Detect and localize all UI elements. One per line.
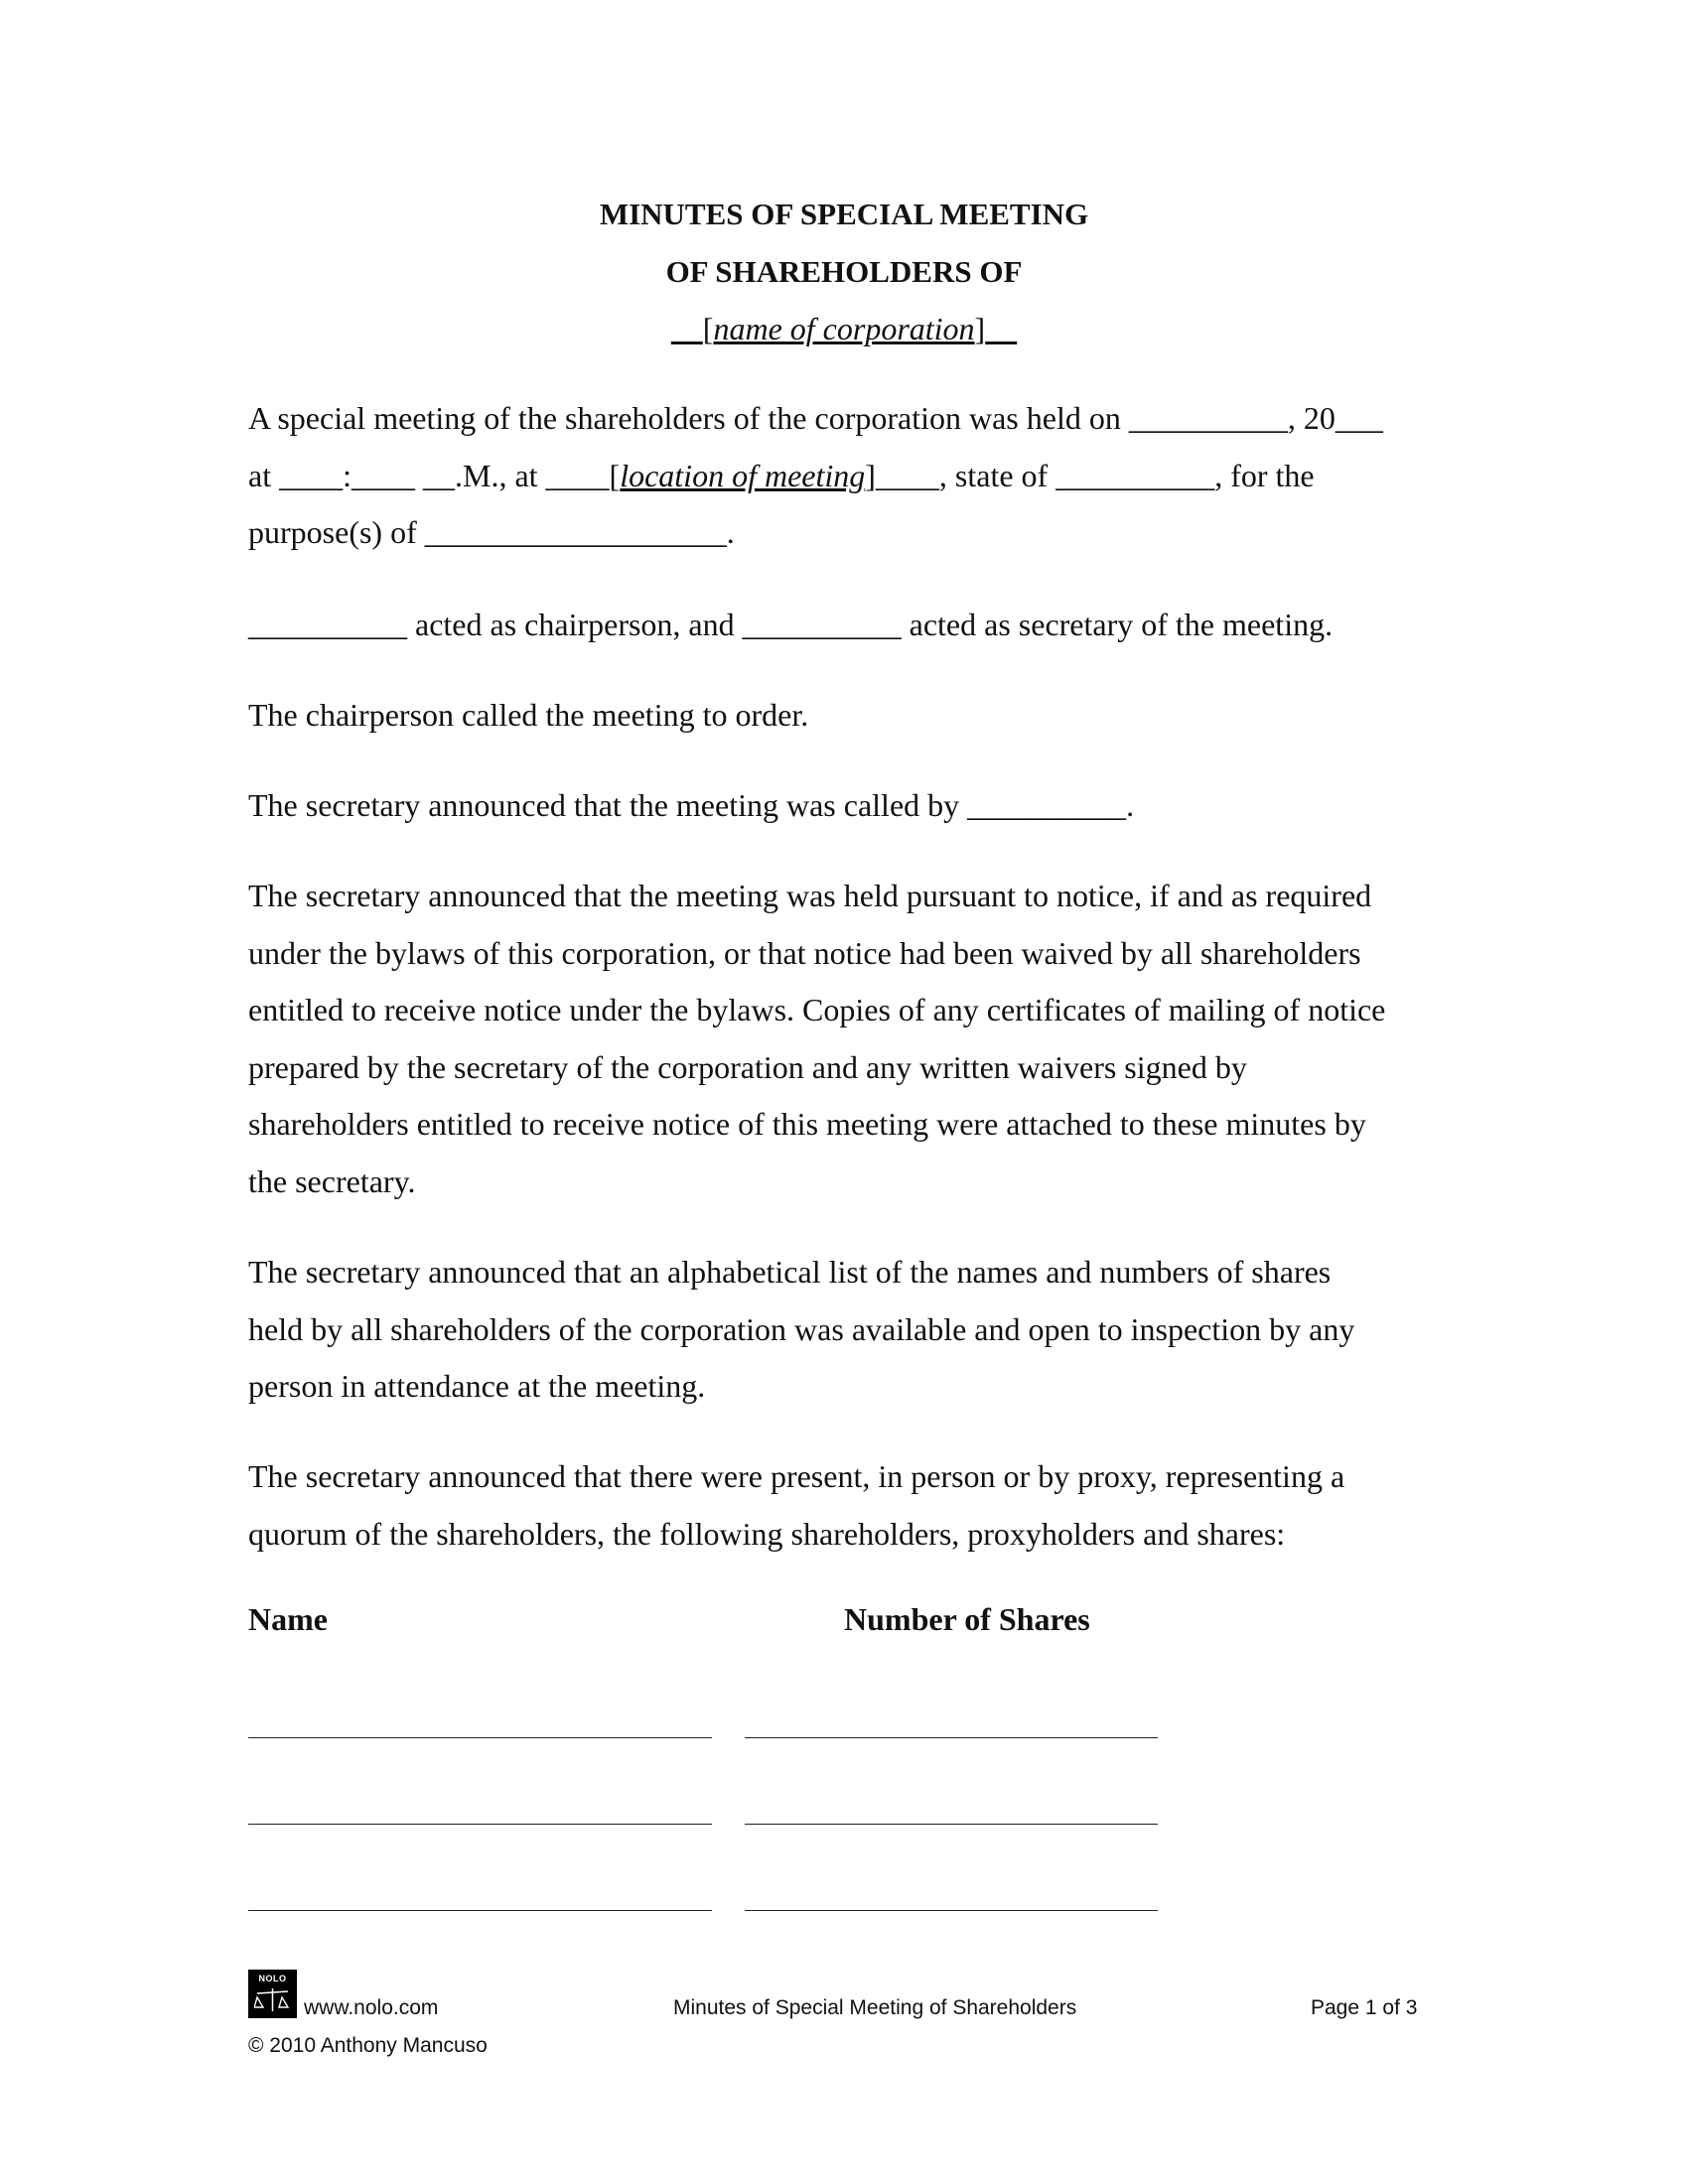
shareholder-name-line (248, 1910, 712, 1911)
paragraph-line: person in attendance at the meeting. (248, 1368, 706, 1405)
text-span: . (1126, 787, 1135, 823)
location-placeholder: location of meeting (620, 457, 866, 493)
paragraph-line: The secretary announced that there were present, in person or by proxy, representing a (248, 1458, 1345, 1494)
paragraph-line: under the bylaws of this corporation, or that notice had been waived by all shareholders (248, 934, 1361, 971)
secretary-blank: __________ (742, 607, 902, 642)
text-span: ] (865, 457, 876, 493)
hour-blank: ____ (279, 457, 344, 493)
chairperson-blank: __________ (248, 607, 407, 642)
text-span: acted as secretary of the meeting. (901, 607, 1334, 642)
text-span: , for the (1214, 457, 1315, 493)
logo-text: NOLO (258, 1974, 287, 1983)
officers-paragraph (248, 597, 1440, 654)
year-blank: ___ (1335, 400, 1383, 436)
text-span (415, 458, 423, 493)
paragraph-line (248, 777, 1440, 835)
document-title-line-1: MINUTES OF SPECIAL MEETING (599, 197, 1089, 231)
scales-icon (254, 1985, 291, 2013)
paragraph-line (248, 597, 1440, 654)
text-span: , state of (938, 457, 1056, 493)
shareholder-shares-line (745, 1737, 1158, 1738)
footer-document-title: Minutes of Special Meeting of Shareholders (673, 1996, 1077, 2019)
shareholder-name-line (248, 1737, 712, 1738)
paragraph-line: The secretary announced that the meeting was held pursuant to notice, if and as required (248, 878, 1372, 913)
location-blank-left: ____ (545, 457, 610, 493)
document-title-line-2: OF SHAREHOLDERS OF (665, 254, 1023, 289)
text-span: The secretary announced that the meeting was called by (248, 787, 968, 823)
paragraph-line: held by all shareholders of the corporation was available and open to inspection by any (248, 1310, 1355, 1347)
text-span: acted as chairperson, and (407, 607, 743, 642)
quorum-paragraph (248, 1448, 1440, 1563)
paragraph-line: entitled to receive notice under the bylaws. Copies of any certificates of mailing of notice (248, 992, 1386, 1028)
text-span: . (726, 514, 735, 551)
name-column-header: Name (248, 1601, 328, 1637)
notice-paragraph (248, 868, 1440, 1211)
text-span: A special meeting of the shareholders of the corporation was held on (248, 400, 1129, 436)
text-span: at (248, 457, 280, 493)
date-blank: __________ (1128, 400, 1288, 436)
text-span: : (343, 457, 352, 493)
location-blank-right: ____ (875, 457, 939, 493)
text-span: , 20 (1287, 400, 1336, 436)
text-span: [ (609, 457, 621, 493)
state-blank: __________ (1055, 457, 1215, 493)
text-span: purpose(s) of (248, 514, 425, 551)
called-by-blank: __________ (967, 787, 1127, 823)
nolo-logo (248, 1970, 297, 2018)
meeting-details-paragraph (248, 390, 1440, 562)
shareholder-name-line (248, 1824, 712, 1825)
shareholder-list-paragraph (248, 1244, 1440, 1416)
shares-column-header: Number of Shares (844, 1601, 1090, 1637)
footer-website: www.nolo.com (304, 1996, 439, 2019)
shareholder-shares-line (745, 1824, 1158, 1825)
paragraph-line: shareholders entitled to receive notice of this meeting were attached to these minutes by (248, 1106, 1366, 1143)
paragraph-line: The chairperson called the meeting to order. (248, 697, 809, 733)
text-span: .M., at (454, 457, 546, 493)
corporation-name-placeholder: [name of corporation] (702, 311, 986, 346)
paragraph-line: prepared by the secretary of the corporation and any written waivers signed by (248, 1048, 1247, 1085)
corporation-name-label: name of corporation (713, 311, 975, 346)
am-pm-blank: __ (422, 457, 455, 493)
paragraph-line: quorum of the shareholders, the following shareholders, proxyholders and shares: (248, 1515, 1286, 1552)
footer-copyright: © 2010 Anthony Mancuso (248, 2034, 488, 2057)
paragraph-line (248, 504, 1440, 562)
minute-blank: ____ (351, 457, 415, 493)
purpose-blank: ___________________ (424, 514, 727, 551)
footer-page-number: Page 1 of 3 (1311, 1996, 1418, 2019)
paragraph-line: The secretary announced that an alphabetical list of the names and numbers of shares (248, 1254, 1332, 1290)
paragraph-line (248, 390, 1440, 448)
shareholder-shares-line (745, 1910, 1158, 1911)
called-by-paragraph (248, 777, 1440, 835)
paragraph-line (248, 448, 1440, 505)
call-to-order-paragraph (248, 687, 1440, 745)
paragraph-line: the secretary. (248, 1162, 416, 1199)
